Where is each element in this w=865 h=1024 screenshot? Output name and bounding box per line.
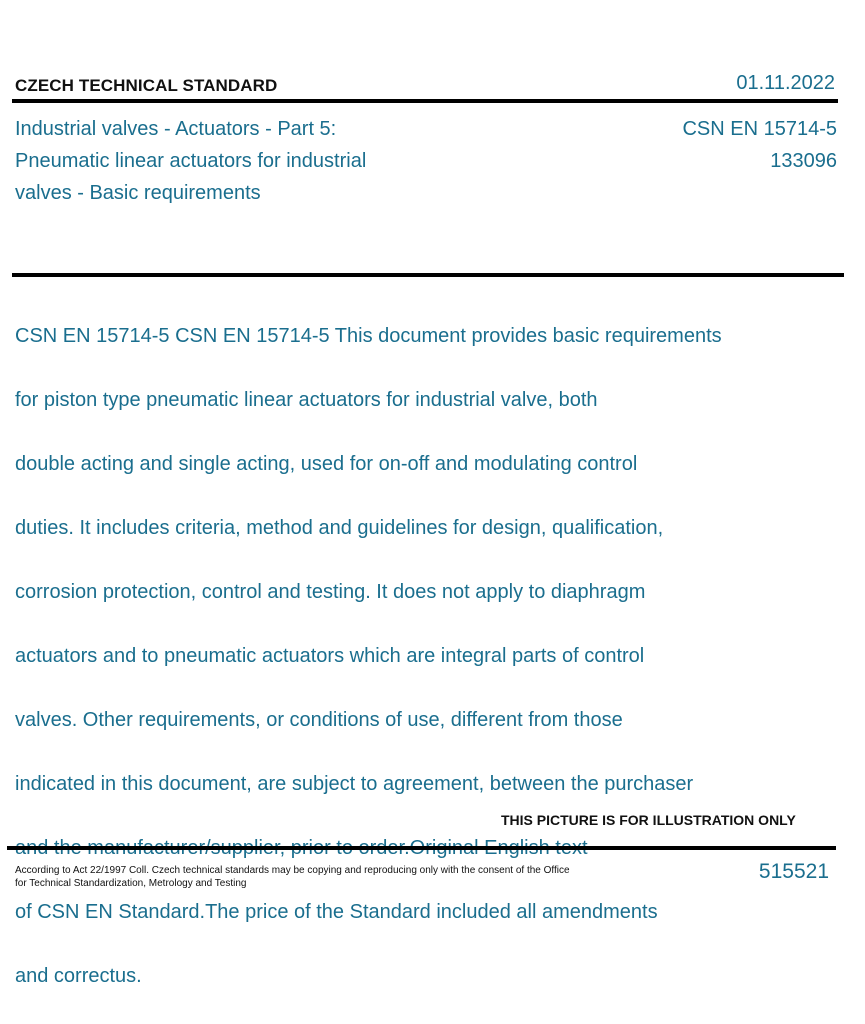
description-line: double acting and single acting, used for on-off and modulating control xyxy=(15,453,638,475)
legal-notice xyxy=(15,864,585,890)
description-line: indicated in this document, are subject to agreement, between the purchaser xyxy=(15,773,694,795)
standard-title-line: valves - Basic requirements xyxy=(15,182,261,204)
description-line: for piston type pneumatic linear actuators for industrial valve, both xyxy=(15,389,598,411)
catalog-number: 133096 xyxy=(770,150,837,172)
description-line: actuators and to pneumatic actuators which are integral parts of control xyxy=(15,645,645,667)
description-line: of CSN EN Standard.The price of the Standard included all amendments xyxy=(15,901,658,923)
legal-notice-line: for Technical Standardization, Metrology and Testing xyxy=(15,878,247,889)
description-line: and correctus. xyxy=(15,965,142,987)
standard-code: CSN EN 15714-5 xyxy=(682,118,837,140)
standard-title xyxy=(15,113,435,209)
description-line: valves. Other requirements, or conditions of use, different from those xyxy=(15,709,623,731)
publication-date: 01.11.2022 xyxy=(736,72,835,94)
middle-divider xyxy=(12,273,844,277)
description-line: CSN EN 15714-5 CSN EN 15714-5 This document provides basic requirements xyxy=(15,325,722,347)
standard-identifiers xyxy=(682,113,837,177)
document-header-title: CZECH TECHNICAL STANDARD xyxy=(15,76,278,95)
document-number: 515521 xyxy=(758,860,829,883)
illustration-disclaimer: THIS PICTURE IS FOR ILLUSTRATION ONLY xyxy=(501,812,796,828)
standard-title-line: Industrial valves - Actuators - Part 5: xyxy=(15,118,337,140)
description-line: duties. It includes criteria, method and guidelines for design, qualification, xyxy=(15,517,664,539)
top-divider xyxy=(12,99,838,103)
description-line: corrosion protection, control and testing. It does not apply to diaphragm xyxy=(15,581,646,603)
legal-notice-line: According to Act 22/1997 Coll. Czech technical standards may be copying and reproducing only with the consent of the Office xyxy=(15,865,570,876)
bottom-divider xyxy=(7,846,836,850)
standard-title-line: Pneumatic linear actuators for industrial xyxy=(15,150,367,172)
